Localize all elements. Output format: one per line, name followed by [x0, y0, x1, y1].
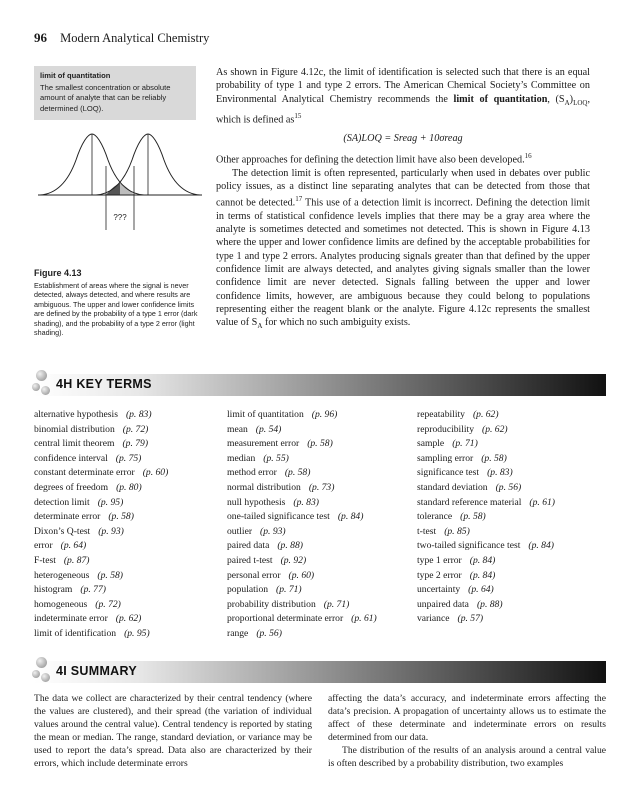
key-term: determinate error [34, 511, 101, 523]
key-term-page: (p. 95) [124, 627, 150, 639]
key-term: histogram [34, 584, 73, 596]
key-term: one-tailed significance test [227, 511, 330, 523]
key-term-page: (p. 79) [122, 438, 149, 450]
summary-column-right [328, 693, 606, 770]
key-term: population [227, 584, 269, 596]
text-run: The detection limit is often represented, particularly when used in debates over public policy issues, as a distinct line separating analytes that can be detected from those that cannot be detected. [216, 167, 590, 209]
key-term-page: (p. 71) [452, 438, 478, 450]
key-term-item [34, 569, 168, 584]
key-term-page: (p. 60) [142, 467, 169, 479]
book-title: Modern Analytical Chemistry [60, 31, 210, 45]
key-term-page: (p. 72) [95, 598, 121, 610]
key-term-item [417, 598, 555, 613]
ambiguous-region-label: ??? [113, 213, 127, 222]
key-term: constant determinate error [34, 467, 135, 479]
key-term-page: (p. 58) [97, 569, 123, 581]
key-term-item [34, 598, 168, 613]
key-term-item [227, 510, 377, 525]
text-run: As shown in Figure 4.12c, the limit of identification is selected such that there is an equal probability of type 1 and type 2 errors. The American Chemical Society’s Committee on Environmental Analytical Chemistry recommends the [216, 67, 590, 105]
key-term: limit of quantitation [227, 409, 304, 420]
key-term-item [417, 510, 555, 525]
text-run: , (S [547, 93, 565, 105]
key-term-item [227, 612, 377, 627]
figure-caption-text: Establishment of areas where the signal is never detected, always detected, and where results are ambiguous. The upper and lower confidence limits are defined by the probability of a type 1 error (dark shading), and the probability of a type 2 error (light shading). [34, 280, 198, 337]
key-term-page: (p. 77) [80, 584, 106, 596]
key-term-item [417, 583, 555, 598]
key-term-page: (p. 71) [276, 584, 302, 596]
key-term-page: (p. 58) [284, 467, 311, 479]
key-term-item [227, 437, 377, 452]
key-term-item [417, 423, 555, 438]
key-term-page: (p. 64) [60, 540, 87, 552]
key-term-page: (p. 84) [337, 511, 364, 523]
key-term-page: (p. 87) [63, 554, 90, 566]
summary-column-left [34, 693, 312, 770]
key-term-item [34, 481, 168, 496]
key-term-item [34, 496, 168, 511]
key-term-item [417, 481, 555, 496]
key-term: central limit theorem [34, 438, 115, 450]
key-term-page: (p. 55) [263, 452, 289, 464]
section-bar-key-terms [34, 374, 606, 396]
key-term: standard deviation [417, 481, 488, 493]
key-term-page: (p. 62) [482, 423, 508, 435]
key-term-page: (p. 61) [351, 613, 377, 625]
key-term-item [34, 554, 168, 569]
key-term: proportional determinate error [227, 613, 344, 625]
key-term-page: (p. 93) [98, 525, 124, 537]
key-term: sampling error [417, 452, 474, 464]
key-term-page: (p. 73) [308, 481, 335, 493]
key-term-item [417, 408, 555, 423]
key-term-item [34, 437, 168, 452]
key-term: standard reference material [417, 496, 522, 508]
key-term-item [417, 452, 555, 467]
definition-text: The smallest concentration or absolute amount of analyte that can be reliably determined (LOQ). [40, 82, 171, 113]
bullet-ornament-icon [36, 657, 47, 668]
bullet-ornament-icon [41, 386, 50, 395]
summary-paragraph: The data we collect are characterized by their central tendency (where the values are clustered), and their spread (the variation of individual values around the central value). Central tendency is reported by stating the mean or median. The range, standard deviation, or variance may be used to report the data’s spread. Data also are characterized by their errors, which include determinate errors [34, 693, 312, 769]
key-term-page: (p. 95) [97, 496, 124, 508]
key-term-page: (p. 56) [495, 481, 522, 493]
section-title-summary: 4I SUMMARY [56, 664, 138, 678]
key-term-page: (p. 80) [116, 481, 142, 493]
key-term-item [34, 466, 168, 481]
key-term-item [417, 569, 555, 584]
key-term-page: (p. 58) [307, 438, 333, 450]
error-region-shading [106, 183, 134, 195]
key-term: degrees of freedom [34, 481, 109, 493]
key-term: tolerance [417, 511, 453, 523]
key-term-item [227, 525, 377, 540]
key-term: reproducibility [417, 423, 475, 435]
reference-superscript: 17 [295, 195, 303, 204]
key-term-item [34, 525, 168, 540]
key-term: binomial distribution [34, 423, 115, 435]
key-term-item [227, 598, 377, 613]
key-term-page: (p. 88) [277, 540, 303, 552]
text-run: ) [569, 93, 574, 105]
key-terms-column-2 [227, 408, 377, 642]
key-term-page: (p. 84) [528, 540, 554, 552]
figure-caption [34, 269, 206, 338]
key-term: median [227, 452, 256, 464]
key-term-item [227, 583, 377, 598]
key-term-page: (p. 84) [469, 569, 496, 581]
paragraph-3 [216, 167, 590, 334]
key-term: alternative hypothesis [34, 409, 118, 420]
reference-superscript: 16 [524, 151, 532, 160]
definition-box [34, 66, 196, 120]
key-term-item [34, 452, 168, 467]
loq-equation: (SA)LOQ = Sreag + 10σreag [343, 132, 463, 144]
key-term-page: (p. 62) [472, 409, 499, 420]
key-term-item [417, 437, 555, 452]
key-term: Dixon’s Q-test [34, 525, 91, 537]
key-term-page: (p. 85) [444, 525, 470, 537]
key-term: limit of identification [34, 627, 117, 639]
reference-superscript: 15 [294, 111, 302, 120]
key-term: detection limit [34, 496, 90, 508]
key-term: outlier [227, 525, 253, 537]
key-term-page: (p. 88) [476, 598, 503, 610]
section-title-key-terms: 4H KEY TERMS [56, 377, 152, 391]
page-header [34, 30, 209, 46]
definition-term: limit of quantitation [40, 71, 111, 80]
key-term-item [417, 525, 555, 540]
key-term: measurement error [227, 438, 300, 450]
key-term: type 2 error [417, 569, 462, 581]
key-term: range [227, 627, 249, 639]
paragraph-1 [216, 66, 590, 127]
key-term-item [417, 496, 555, 511]
key-term-item [227, 569, 377, 584]
key-term-page: (p. 75) [115, 452, 142, 464]
key-term: indeterminate error [34, 613, 108, 625]
key-term: method error [227, 467, 277, 479]
key-term: repeatability [417, 409, 465, 420]
key-term-item [417, 612, 555, 627]
key-term: F-test [34, 554, 56, 566]
key-term-page: (p. 72) [122, 423, 149, 435]
figure-label: Figure 4.13 [34, 268, 82, 278]
bullet-ornament-icon [32, 383, 40, 391]
key-term-item [227, 423, 377, 438]
key-term: two-tailed significance test [417, 540, 521, 552]
key-term-page: (p. 56) [256, 627, 282, 639]
key-term-item [227, 452, 377, 467]
bullet-ornament-icon [36, 370, 47, 381]
key-term-page: (p. 61) [529, 496, 555, 508]
key-term-page: (p. 58) [108, 511, 134, 523]
bold-term: limit of quantitation [453, 93, 548, 105]
text-run: , which is defined as [216, 93, 591, 126]
key-term-item [417, 554, 555, 569]
bullet-ornament-icon [41, 673, 50, 682]
paragraph-2 [216, 150, 590, 167]
key-term: paired data [227, 540, 270, 552]
key-term-page: (p. 84) [469, 554, 496, 566]
key-term-item [34, 539, 168, 554]
subscript: A [257, 322, 263, 331]
key-term: t-test [417, 525, 437, 537]
page-number: 96 [34, 30, 47, 45]
key-term: paired t-test [227, 554, 273, 566]
key-term-page: (p. 58) [481, 452, 507, 464]
text-run: Other approaches for defining the detection limit have also been developed. [216, 154, 525, 166]
figure-4-13-diagram [34, 126, 204, 256]
key-term-item [227, 481, 377, 496]
key-term-page: (p. 54) [255, 423, 282, 435]
key-term-page: (p. 62) [115, 613, 142, 625]
key-term-item [34, 583, 168, 598]
text-run: for which no such ambiguity exists. [262, 317, 411, 329]
key-term: probability distribution [227, 598, 316, 610]
summary-paragraph: The distribution of the results of an analysis around a central value is often described by a probability distribution, two examples [328, 744, 606, 769]
summary-paragraph: affecting the data’s accuracy, and indeterminate errors affecting the data’s precision. A propagation of uncertainty allows us to estimate the affect of these determinate and indeterminate errors on results determined from our data. [328, 693, 606, 743]
subscript: A [564, 98, 570, 107]
key-term-page: (p. 60) [288, 569, 315, 581]
key-term-page: (p. 58) [460, 511, 486, 523]
key-term-page: (p. 92) [280, 554, 307, 566]
bullet-ornament-icon [32, 670, 40, 678]
key-term-page: (p. 71) [323, 598, 350, 610]
key-term-item [417, 466, 555, 481]
key-term: sample [417, 438, 445, 450]
key-term-item [227, 496, 377, 511]
key-term-item [417, 539, 555, 554]
key-term-item [34, 627, 168, 642]
key-terms-column-1 [34, 408, 168, 642]
subscript: LOQ [573, 98, 588, 107]
key-term-item [227, 466, 377, 481]
key-term-item [227, 554, 377, 569]
key-term-page: (p. 64) [468, 584, 494, 596]
text-run: This use of a detection limit is incorrect. Defining the detection limit in terms of statistical confidence levels implies that there may be a gray area where the analyte is sometimes detected and sometimes not detected. This is shown in Figure 4.13 where the upper and lower confidence limits are defined by the acceptable probabilities for type 1 and type 2 errors. Analytes producing signals greater than that defined by the upper confidence limit are always detected, and analytes giving signals smaller than the lower confidence limit are never detected. Signals falling between the upper and lower confidence limits, however, are ambiguous because they could belong to populations representing either the reagent blank or the analyte. Figure 4.12c represents the smallest value of S [216, 197, 590, 329]
key-term-item [34, 408, 168, 423]
key-term-item [227, 627, 377, 642]
key-term-item [227, 539, 377, 554]
key-term-page: (p. 83) [293, 496, 319, 508]
key-term-page: (p. 96) [311, 409, 338, 420]
key-term: type 1 error [417, 554, 462, 566]
key-term: confidence interval [34, 452, 108, 464]
key-term: null hypothesis [227, 496, 286, 508]
key-term: mean [227, 423, 248, 435]
key-term: variance [417, 613, 450, 625]
key-term-item [34, 423, 168, 438]
key-term: error [34, 540, 53, 552]
key-term: homogeneous [34, 598, 88, 610]
key-terms-column-3 [417, 408, 555, 627]
key-term-item [34, 612, 168, 627]
key-term: significance test [417, 467, 480, 479]
key-term-item [227, 408, 377, 423]
key-term-item [34, 510, 168, 525]
key-term: personal error [227, 569, 281, 581]
key-term: normal distribution [227, 481, 301, 493]
body-text [216, 66, 590, 334]
key-term: heterogeneous [34, 569, 90, 581]
key-term-page: (p. 93) [260, 525, 286, 537]
key-term: unpaired data [417, 598, 469, 610]
key-term: uncertainty [417, 584, 461, 596]
key-term-page: (p. 83) [487, 467, 513, 479]
section-bar-summary [34, 661, 606, 683]
key-term-page: (p. 57) [457, 613, 484, 625]
key-term-page: (p. 83) [125, 409, 152, 420]
